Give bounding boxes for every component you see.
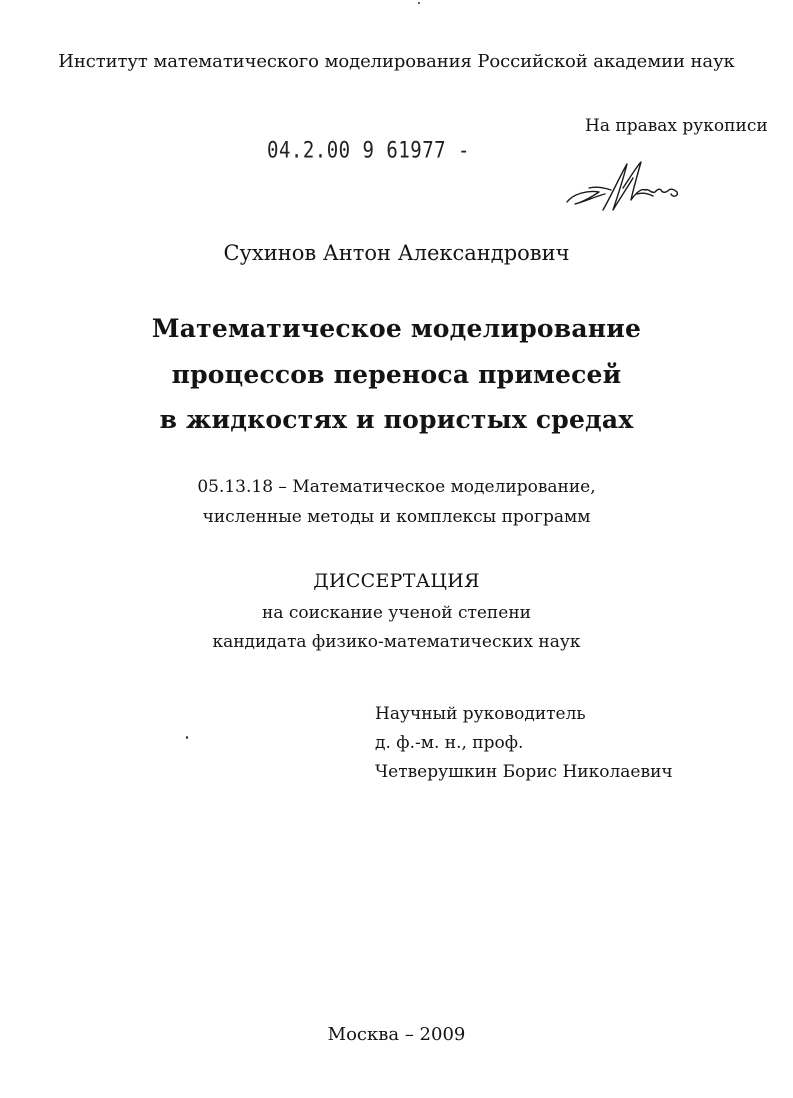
manuscript-rights-note: На правах рукописи [585, 116, 768, 136]
supervisor-role: Научный руководитель [375, 704, 586, 724]
dissertation-purpose: на соискание ученой степени [261, 603, 531, 623]
title-line: в жидкостях и пористых средах [159, 405, 634, 434]
dissertation-heading: ДИССЕРТАЦИЯ [313, 570, 480, 592]
specialty-line: 05.13.18 – Математическое моделирование, [197, 477, 596, 497]
scan-speck [186, 736, 188, 739]
archive-stamp-code: 04.2.00 9 61977 - [267, 137, 470, 163]
author-name: Сухинов Антон Александрович [223, 241, 570, 265]
city-and-year: Москва – 2009 [327, 1024, 466, 1045]
title-line: Математическое моделирование [151, 314, 642, 343]
specialty-line: численные методы и комплексы программ [202, 507, 591, 527]
institute-name: Институт математического моделирования Российской академии наук [58, 51, 735, 72]
scan-speck [418, 2, 420, 4]
supervisor-credentials: д. ф.-м. н., проф. [375, 733, 524, 753]
supervisor-name: Четверушкин Борис Николаевич [375, 762, 673, 782]
title-line: процессов переноса примесей [171, 360, 622, 389]
signature-icon [553, 158, 683, 220]
dissertation-degree: кандидата физико-математических наук [212, 632, 581, 652]
